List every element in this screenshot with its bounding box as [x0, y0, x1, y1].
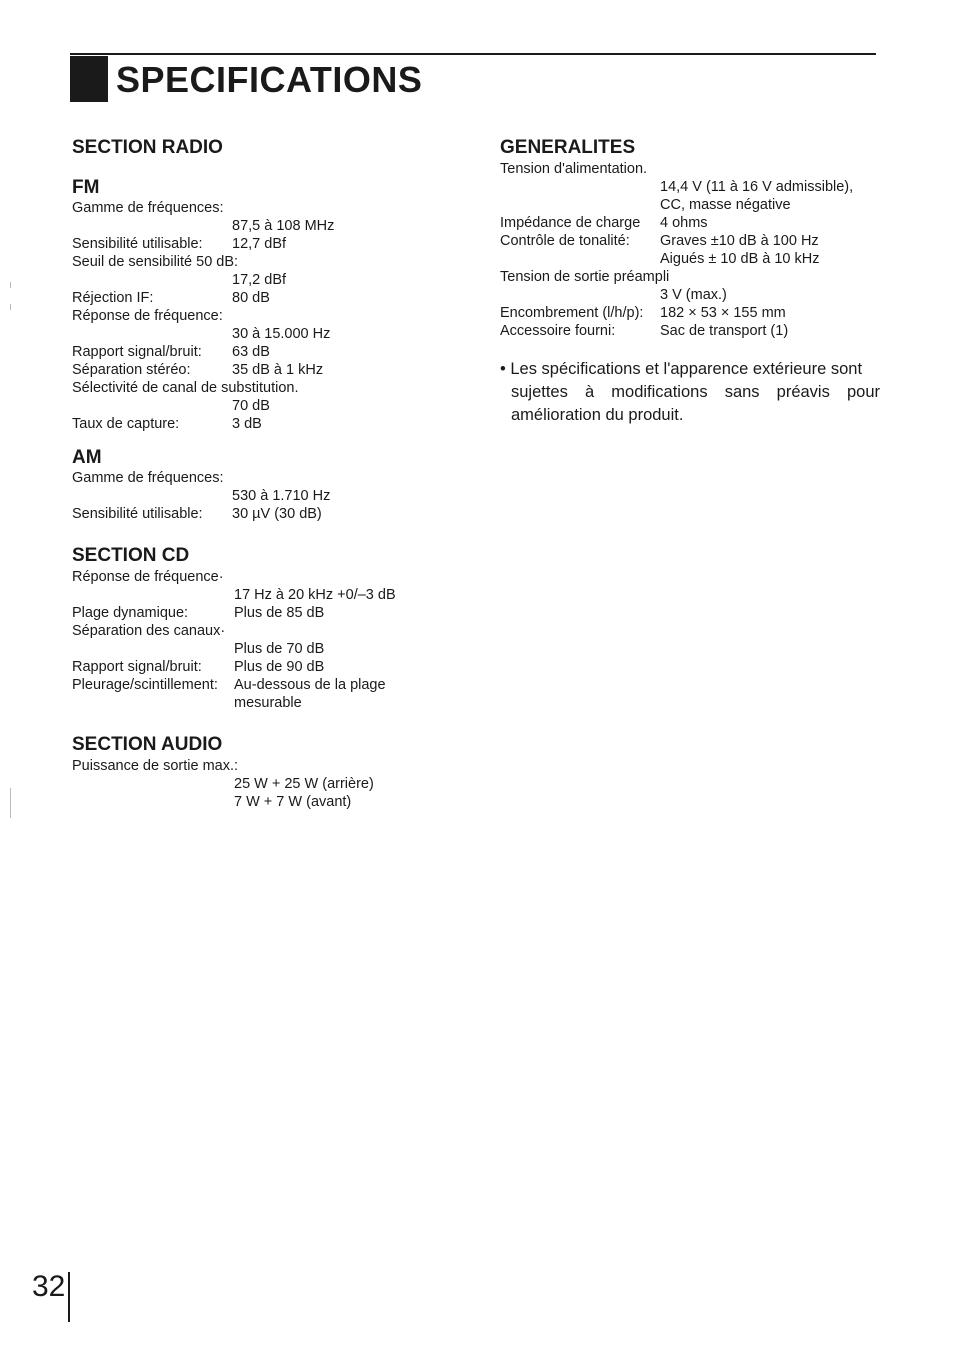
spec-row — [72, 217, 472, 235]
spec-row — [72, 361, 472, 379]
spec-row — [72, 271, 472, 289]
cd-spec-list — [72, 568, 472, 712]
spec-label: Réponse de fréquence· — [72, 569, 224, 585]
spec-value: 30 µV (30 dB) — [232, 506, 322, 522]
spec-label: Seuil de sensibilité 50 dB: — [72, 254, 239, 270]
fm-spec-list — [72, 199, 472, 433]
spec-row — [500, 286, 880, 304]
spec-row — [72, 640, 472, 658]
spec-label: Rapport signal/bruit: — [72, 344, 202, 360]
spec-value: 182 × 53 × 155 mm — [660, 305, 786, 321]
spec-row — [72, 586, 472, 604]
spec-row — [72, 415, 472, 433]
fm-heading: FM — [72, 177, 100, 198]
spec-label: Taux de capture: — [72, 416, 180, 432]
margin-mark — [10, 788, 11, 818]
spec-value: Plus de 70 dB — [234, 641, 325, 657]
spec-label: Sensibilité utilisable: — [72, 236, 203, 252]
spec-row — [500, 196, 880, 214]
spec-label: Gamme de fréquences: — [72, 470, 224, 486]
margin-mark — [10, 282, 11, 288]
spec-row — [500, 322, 880, 340]
spec-row — [72, 307, 472, 325]
spec-value: 12,7 dBf — [232, 236, 287, 252]
page-title: SPECIFICATIONS — [116, 59, 423, 100]
spec-label: Pleurage/scintillement: — [72, 677, 218, 693]
spec-row — [72, 676, 472, 694]
spec-value: Plus de 85 dB — [234, 605, 325, 621]
spec-value: Au-dessous de la plage — [234, 677, 386, 693]
page-number: 32 — [32, 1270, 66, 1303]
spec-value: 17,2 dBf — [232, 272, 287, 288]
section-audio-heading: SECTION AUDIO — [72, 734, 223, 755]
left-column — [72, 136, 472, 811]
spec-value: mesurable — [234, 695, 302, 711]
spec-row — [72, 397, 472, 415]
generalites-heading: GENERALITES — [500, 137, 636, 158]
spec-row — [72, 568, 472, 586]
spec-value: 3 V (max.) — [660, 287, 727, 303]
spec-row — [72, 487, 472, 505]
spec-row — [72, 793, 472, 811]
spec-row — [72, 775, 472, 793]
spec-label: Impédance de charge — [500, 215, 641, 231]
spec-value: 30 à 15.000 Hz — [232, 326, 331, 342]
spec-label: Séparation stéréo: — [72, 362, 191, 378]
spec-value: Sac de transport (1) — [660, 323, 789, 339]
spec-row — [72, 658, 472, 676]
spec-value: 17 Hz à 20 kHz +0/–3 dB — [234, 587, 396, 603]
spec-value: 70 dB — [232, 398, 270, 414]
page-number-bar — [68, 1272, 70, 1322]
spec-row — [72, 379, 472, 397]
spec-label: Tension de sortie préampli — [500, 269, 670, 285]
spec-value: 25 W + 25 W (arrière) — [234, 776, 374, 792]
section-cd-heading: SECTION CD — [72, 545, 190, 566]
spec-label: Puissance de sortie max.: — [72, 758, 239, 774]
general-spec-list — [500, 160, 880, 340]
spec-row — [500, 250, 880, 268]
margin-mark — [10, 304, 11, 310]
spec-value: 530 à 1.710 Hz — [232, 488, 331, 504]
spec-value: 3 dB — [232, 416, 262, 432]
spec-value: 63 dB — [232, 344, 270, 360]
specification-note — [500, 358, 880, 427]
spec-row — [500, 268, 880, 286]
spec-row — [72, 235, 472, 253]
spec-row — [500, 160, 880, 178]
spec-row — [72, 325, 472, 343]
spec-label: Accessoire fourni: — [500, 323, 616, 339]
spec-label: Réjection IF: — [72, 290, 154, 306]
spec-value: 7 W + 7 W (avant) — [234, 794, 352, 810]
section-radio-heading: SECTION RADIO — [72, 137, 223, 158]
spec-label: Sélectivité de canal de substitution. — [72, 380, 299, 396]
spec-label: Réponse de fréquence: — [72, 308, 223, 324]
spec-value: Aigués ± 10 dB à 10 kHz — [660, 251, 820, 267]
spec-row — [500, 304, 880, 322]
spec-row — [500, 232, 880, 250]
note-line-rest: sujettes à modifications sans préavis pour amélioration du produit. — [511, 383, 880, 424]
spec-label: Encombrement (l/h/p): — [500, 305, 644, 321]
right-column — [500, 136, 880, 427]
spec-value: 4 ohms — [660, 215, 708, 231]
am-heading: AM — [72, 447, 102, 468]
spec-row — [72, 253, 472, 271]
spec-row — [72, 469, 472, 487]
spec-value: 35 dB à 1 kHz — [232, 362, 324, 378]
spec-value: 80 dB — [232, 290, 270, 306]
spec-label: Plage dynamique: — [72, 605, 189, 621]
spec-value: Graves ±10 dB à 100 Hz — [660, 233, 819, 249]
spec-row — [72, 622, 472, 640]
spec-row — [500, 214, 880, 232]
spec-value: CC, masse négative — [660, 197, 791, 213]
spec-row — [72, 199, 472, 217]
spec-label: Tension d'alimentation. — [500, 161, 648, 177]
spec-row — [72, 694, 472, 712]
spec-label: Séparation des canaux· — [72, 623, 226, 639]
spec-value: 14,4 V (11 à 16 V admissible), — [660, 179, 854, 195]
spec-row — [72, 757, 472, 775]
spec-label: Sensibilité utilisable: — [72, 506, 203, 522]
spec-row — [500, 178, 880, 196]
spec-row — [72, 604, 472, 622]
spec-label: Gamme de fréquences: — [72, 200, 224, 216]
spec-label: Contrôle de tonalité: — [500, 233, 630, 249]
spec-label: Rapport signal/bruit: — [72, 659, 202, 675]
am-spec-list — [72, 469, 472, 523]
note-line-1: • Les spécifications et l'apparence extérieure sont — [500, 360, 863, 378]
spec-row — [72, 343, 472, 361]
spec-row — [72, 505, 472, 523]
spec-row — [72, 289, 472, 307]
title-marker-block — [70, 56, 108, 102]
spec-value: 87,5 à 108 MHz — [232, 218, 335, 234]
audio-spec-list — [72, 757, 472, 811]
spec-value: Plus de 90 dB — [234, 659, 325, 675]
